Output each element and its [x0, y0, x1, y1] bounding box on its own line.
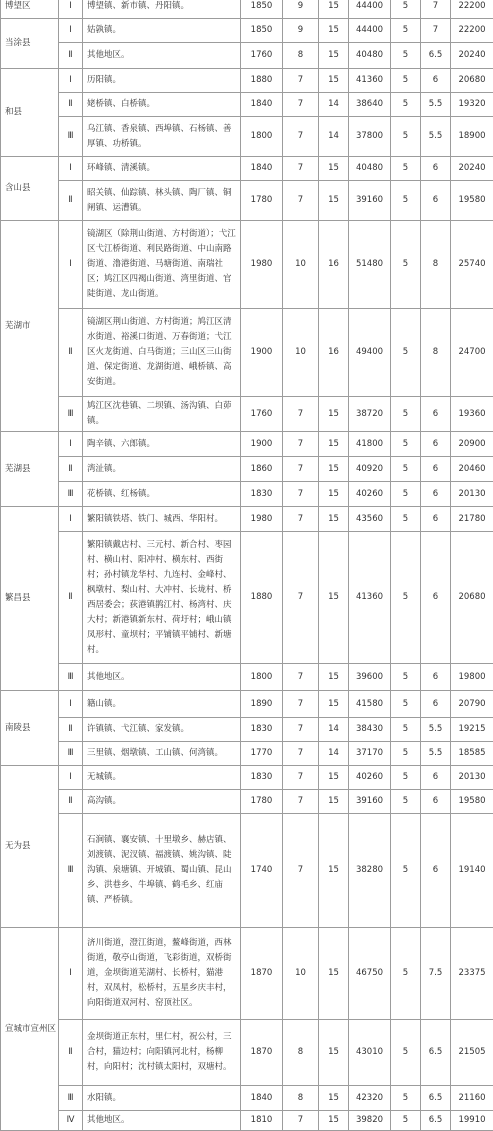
value-cell: 1760	[241, 43, 283, 69]
table-row	[1, 1020, 493, 1086]
value-cell: 19320	[451, 93, 493, 117]
value-cell: 6	[421, 181, 451, 221]
value-cell: 15	[319, 19, 349, 43]
value-cell: 7	[283, 181, 319, 221]
value-cell: 5	[391, 43, 421, 69]
value-cell: 7	[421, 0, 451, 19]
scope-cell: 籍山镇。	[83, 691, 241, 718]
table-row	[1, 181, 493, 221]
value-cell: 7	[283, 457, 319, 482]
value-cell: 6.5	[421, 43, 451, 69]
scope-cell: 三里镇、烟墩镇、工山镇、何湾镇。	[83, 742, 241, 766]
value-cell: 1760	[241, 397, 283, 432]
value-cell: 5	[391, 19, 421, 43]
value-cell: 1890	[241, 691, 283, 718]
value-cell: 7	[283, 742, 319, 766]
value-cell: 1870	[241, 928, 283, 1020]
area-cell: 和县	[1, 69, 59, 157]
value-cell: 15	[319, 482, 349, 507]
grade-cell: Ⅱ	[59, 457, 83, 482]
value-cell: 1830	[241, 718, 283, 742]
value-cell: 15	[319, 157, 349, 181]
grade-cell: Ⅱ	[59, 532, 83, 664]
area-cell: 芜湖县	[1, 432, 59, 507]
value-cell: 8	[283, 1020, 319, 1086]
grade-cell: Ⅰ	[59, 691, 83, 718]
value-cell: 40260	[349, 482, 391, 507]
value-cell: 15	[319, 1020, 349, 1086]
value-cell: 6	[421, 664, 451, 691]
value-cell: 40260	[349, 766, 391, 790]
table-row	[1, 814, 493, 928]
value-cell: 7	[283, 664, 319, 691]
value-cell: 1980	[241, 221, 283, 309]
value-cell: 1860	[241, 457, 283, 482]
table-row	[1, 117, 493, 157]
value-cell: 6	[421, 814, 451, 928]
value-cell: 5	[391, 93, 421, 117]
value-cell: 38640	[349, 93, 391, 117]
grade-cell: Ⅱ	[59, 790, 83, 814]
grade-cell: Ⅲ	[59, 664, 83, 691]
value-cell: 7	[283, 532, 319, 664]
value-cell: 5	[391, 1111, 421, 1131]
value-cell: 7	[283, 397, 319, 432]
value-cell: 20130	[451, 766, 493, 790]
grade-cell: Ⅰ	[59, 928, 83, 1020]
value-cell: 15	[319, 0, 349, 19]
value-cell: 7	[283, 691, 319, 718]
grade-cell: Ⅰ	[59, 0, 83, 19]
value-cell: 5	[391, 482, 421, 507]
grade-cell: Ⅱ	[59, 93, 83, 117]
scope-cell: 金坝街道正东村，里仁村，祝公村，三合村，猫边村；向阳镇河北村，杨柳村，向阳村；沈村镇太阳村，双塘村。	[83, 1020, 241, 1086]
value-cell: 14	[319, 93, 349, 117]
value-cell: 5	[391, 309, 421, 397]
value-cell: 15	[319, 397, 349, 432]
area-cell: 宣城市宣州区	[1, 928, 59, 1131]
table-row	[1, 19, 493, 43]
table-row	[1, 482, 493, 507]
value-cell: 5	[391, 432, 421, 457]
area-cell: 含山县	[1, 157, 59, 221]
table-row	[1, 157, 493, 181]
value-cell: 20900	[451, 432, 493, 457]
value-cell: 10	[283, 928, 319, 1020]
grade-cell: Ⅰ	[59, 221, 83, 309]
value-cell: 7	[283, 790, 319, 814]
scope-cell: 历阳镇。	[83, 69, 241, 93]
value-cell: 20130	[451, 482, 493, 507]
value-cell: 1900	[241, 309, 283, 397]
value-cell: 10	[283, 221, 319, 309]
value-cell: 5	[391, 742, 421, 766]
value-cell: 10	[283, 309, 319, 397]
value-cell: 7	[421, 19, 451, 43]
value-cell: 7	[283, 117, 319, 157]
scope-cell: 湾沚镇。	[83, 457, 241, 482]
value-cell: 44400	[349, 0, 391, 19]
value-cell: 43010	[349, 1020, 391, 1086]
grade-cell: Ⅲ	[59, 1086, 83, 1111]
value-cell: 43560	[349, 507, 391, 532]
value-cell: 1850	[241, 19, 283, 43]
grade-cell: Ⅰ	[59, 766, 83, 790]
area-cell: 当涂县	[1, 19, 59, 69]
value-cell: 15	[319, 1111, 349, 1131]
value-cell: 41580	[349, 691, 391, 718]
value-cell: 5	[391, 790, 421, 814]
value-cell: 5	[391, 457, 421, 482]
scope-cell: 水阳镇。	[83, 1086, 241, 1111]
value-cell: 20680	[451, 69, 493, 93]
value-cell: 8	[421, 221, 451, 309]
grade-cell: Ⅱ	[59, 43, 83, 69]
value-cell: 15	[319, 532, 349, 664]
grade-cell: Ⅲ	[59, 117, 83, 157]
value-cell: 44400	[349, 19, 391, 43]
scope-cell: 乌江镇、香泉镇、西埠镇、石杨镇、善厚镇、功桥镇。	[83, 117, 241, 157]
scope-cell: 其他地区。	[83, 664, 241, 691]
value-cell: 5	[391, 814, 421, 928]
scope-cell: 无城镇。	[83, 766, 241, 790]
value-cell: 5	[391, 221, 421, 309]
value-cell: 21160	[451, 1086, 493, 1111]
value-cell: 7	[283, 157, 319, 181]
table-row	[1, 93, 493, 117]
value-cell: 19360	[451, 397, 493, 432]
value-cell: 7.5	[421, 928, 451, 1020]
scope-cell: 繁阳镇戴店村、三元村、新合村、枣园村、横山村、阳冲村、横东村、西街村；孙村镇龙华村、九连村、金峰村、枫墩村、梨山村、大冲村、长垅村、桥西居委会；荻港镇鹊江村、杨湾村、庆大村；新港镇新东村、荷圩村；峨山镇凤形村、童坝村；平铺镇平铺村、新塘村。	[83, 532, 241, 664]
value-cell: 39160	[349, 790, 391, 814]
scope-cell: 花桥镇、红杨镇。	[83, 482, 241, 507]
value-cell: 41360	[349, 532, 391, 664]
value-cell: 8	[283, 43, 319, 69]
value-cell: 19580	[451, 181, 493, 221]
value-cell: 1840	[241, 1086, 283, 1111]
table-row	[1, 43, 493, 69]
value-cell: 5	[391, 766, 421, 790]
value-cell: 5	[391, 1086, 421, 1111]
value-cell: 6	[421, 766, 451, 790]
value-cell: 7	[283, 1111, 319, 1131]
value-cell: 19580	[451, 790, 493, 814]
value-cell: 1740	[241, 814, 283, 928]
value-cell: 22200	[451, 0, 493, 19]
value-cell: 5	[391, 928, 421, 1020]
area-cell: 芜湖市	[1, 221, 59, 432]
value-cell: 7	[283, 766, 319, 790]
value-cell: 6	[421, 157, 451, 181]
value-cell: 5	[391, 181, 421, 221]
scope-cell: 许镇镇、弋江镇、家发镇。	[83, 718, 241, 742]
value-cell: 21780	[451, 507, 493, 532]
value-cell: 1840	[241, 157, 283, 181]
value-cell: 15	[319, 790, 349, 814]
value-cell: 15	[319, 1086, 349, 1111]
value-cell: 7	[283, 507, 319, 532]
value-cell: 1830	[241, 482, 283, 507]
value-cell: 1780	[241, 181, 283, 221]
table-row	[1, 1086, 493, 1111]
scope-cell: 其他地区。	[83, 1111, 241, 1131]
value-cell: 6	[421, 397, 451, 432]
table-row	[1, 928, 493, 1020]
value-cell: 40920	[349, 457, 391, 482]
scope-cell: 济川街道，澄江街道，鳌峰街道，西林街道，敬亭山街道，飞彩街道，双桥街道，金坝街道芜湖村、长桥村，猫港村，双凤村，松桥村，五星乡庆丰村，向阳街道双河村、窑顶社区。	[83, 928, 241, 1020]
value-cell: 7	[283, 814, 319, 928]
table-row	[1, 532, 493, 664]
grade-cell: Ⅰ	[59, 432, 83, 457]
value-cell: 7	[283, 718, 319, 742]
area-cell: 南陵县	[1, 691, 59, 766]
value-cell: 5	[391, 664, 421, 691]
value-cell: 23375	[451, 928, 493, 1020]
table-row	[1, 69, 493, 93]
value-cell: 8	[283, 1086, 319, 1111]
grade-cell: Ⅱ	[59, 309, 83, 397]
table-body	[1, 0, 493, 1131]
scope-cell: 昭关镇、仙踪镇、林头镇、陶厂镇、铜闸镇、运漕镇。	[83, 181, 241, 221]
value-cell: 15	[319, 507, 349, 532]
value-cell: 5.5	[421, 93, 451, 117]
value-cell: 41360	[349, 69, 391, 93]
table-row	[1, 718, 493, 742]
value-cell: 15	[319, 691, 349, 718]
value-cell: 1850	[241, 0, 283, 19]
value-cell: 18900	[451, 117, 493, 157]
value-cell: 46750	[349, 928, 391, 1020]
grade-cell: Ⅰ	[59, 157, 83, 181]
grade-cell: Ⅱ	[59, 1020, 83, 1086]
value-cell: 37800	[349, 117, 391, 157]
value-cell: 15	[319, 43, 349, 69]
table-row	[1, 309, 493, 397]
area-cell: 博望区	[1, 0, 59, 19]
value-cell: 14	[319, 718, 349, 742]
value-cell: 14	[319, 742, 349, 766]
value-cell: 5.5	[421, 718, 451, 742]
value-cell: 15	[319, 928, 349, 1020]
value-cell: 22200	[451, 19, 493, 43]
value-cell: 38430	[349, 718, 391, 742]
scope-cell: 其他地区。	[83, 43, 241, 69]
value-cell: 6	[421, 532, 451, 664]
value-cell: 19140	[451, 814, 493, 928]
value-cell: 9	[283, 19, 319, 43]
grade-cell: Ⅲ	[59, 482, 83, 507]
value-cell: 5	[391, 0, 421, 19]
table-row	[1, 507, 493, 532]
table-row	[1, 691, 493, 718]
table-row	[1, 664, 493, 691]
value-cell: 5	[391, 718, 421, 742]
grade-cell: Ⅲ	[59, 397, 83, 432]
value-cell: 9	[283, 0, 319, 19]
value-cell: 6	[421, 507, 451, 532]
value-cell: 1800	[241, 117, 283, 157]
table-row	[1, 457, 493, 482]
value-cell: 7	[283, 482, 319, 507]
value-cell: 7	[283, 93, 319, 117]
value-cell: 8	[421, 309, 451, 397]
value-cell: 1870	[241, 1020, 283, 1086]
table-row	[1, 221, 493, 309]
grade-cell: Ⅰ	[59, 19, 83, 43]
value-cell: 1880	[241, 69, 283, 93]
value-cell: 6.5	[421, 1020, 451, 1086]
scope-cell: 镜湖区荆山街道、方村街道；鸠江区清水街道、裕溪口街道、万春街道；弋江区火龙街道、白马街道；三山区三山街道、保定街道、龙湖街道、峨桥镇、高安街道。	[83, 309, 241, 397]
value-cell: 15	[319, 814, 349, 928]
value-cell: 1780	[241, 790, 283, 814]
value-cell: 6	[421, 790, 451, 814]
value-cell: 1810	[241, 1111, 283, 1131]
value-cell: 6	[421, 457, 451, 482]
value-cell: 15	[319, 181, 349, 221]
value-cell: 38720	[349, 397, 391, 432]
value-cell: 42320	[349, 1086, 391, 1111]
value-cell: 1840	[241, 93, 283, 117]
value-cell: 6	[421, 691, 451, 718]
grade-cell: Ⅳ	[59, 1111, 83, 1131]
value-cell: 14	[319, 117, 349, 157]
value-cell: 39600	[349, 664, 391, 691]
grade-cell: Ⅲ	[59, 742, 83, 766]
table-row	[1, 0, 493, 19]
value-cell: 6.5	[421, 1086, 451, 1111]
value-cell: 1880	[241, 532, 283, 664]
value-cell: 1770	[241, 742, 283, 766]
value-cell: 5	[391, 157, 421, 181]
value-cell: 5.5	[421, 117, 451, 157]
value-cell: 15	[319, 432, 349, 457]
value-cell: 37170	[349, 742, 391, 766]
grade-cell: Ⅰ	[59, 69, 83, 93]
value-cell: 5.5	[421, 742, 451, 766]
area-cell: 无为县	[1, 766, 59, 928]
value-cell: 19800	[451, 664, 493, 691]
value-cell: 7	[283, 432, 319, 457]
scope-cell: 姥桥镇、白桥镇。	[83, 93, 241, 117]
value-cell: 20240	[451, 157, 493, 181]
value-cell: 5	[391, 69, 421, 93]
scope-cell: 鸠江区沈巷镇、二坝镇、汤沟镇、白茆镇。	[83, 397, 241, 432]
scope-cell: 高沟镇。	[83, 790, 241, 814]
value-cell: 20680	[451, 532, 493, 664]
value-cell: 7	[283, 69, 319, 93]
value-cell: 38280	[349, 814, 391, 928]
value-cell: 20240	[451, 43, 493, 69]
scope-cell: 繁阳镇铁塔、铁门、城西、华阳村。	[83, 507, 241, 532]
value-cell: 16	[319, 309, 349, 397]
value-cell: 6.5	[421, 1111, 451, 1131]
value-cell: 6	[421, 69, 451, 93]
value-cell: 5	[391, 691, 421, 718]
value-cell: 1900	[241, 432, 283, 457]
scope-cell: 镜湖区（除荆山街道、方村街道）；弋江区弋江桥街道、利民路街道、中山南路街道、澛港街道、马塘街道、南瑞社区；鸠江区四褐山街道、湾里街道、官陡街道、龙山街道。	[83, 221, 241, 309]
value-cell: 5	[391, 532, 421, 664]
value-cell: 40480	[349, 43, 391, 69]
value-cell: 1830	[241, 766, 283, 790]
value-cell: 6	[421, 432, 451, 457]
value-cell: 15	[319, 664, 349, 691]
value-cell: 15	[319, 766, 349, 790]
table-row	[1, 766, 493, 790]
value-cell: 41800	[349, 432, 391, 457]
value-cell: 20790	[451, 691, 493, 718]
scope-cell: 陶辛镇、六郎镇。	[83, 432, 241, 457]
value-cell: 15	[319, 457, 349, 482]
value-cell: 39160	[349, 181, 391, 221]
table-row	[1, 742, 493, 766]
value-cell: 5	[391, 397, 421, 432]
value-cell: 19910	[451, 1111, 493, 1131]
scope-cell: 博望镇、新市镇、丹阳镇。	[83, 0, 241, 19]
value-cell: 25740	[451, 221, 493, 309]
grade-cell: Ⅰ	[59, 507, 83, 532]
value-cell: 16	[319, 221, 349, 309]
value-cell: 20460	[451, 457, 493, 482]
value-cell: 18585	[451, 742, 493, 766]
grade-cell: Ⅲ	[59, 814, 83, 928]
scope-cell: 姑孰镇。	[83, 19, 241, 43]
value-cell: 19215	[451, 718, 493, 742]
area-cell: 繁昌县	[1, 507, 59, 691]
value-cell: 1980	[241, 507, 283, 532]
value-cell: 1800	[241, 664, 283, 691]
value-cell: 5	[391, 117, 421, 157]
table-row	[1, 790, 493, 814]
grade-cell: Ⅱ	[59, 718, 83, 742]
table-row	[1, 1111, 493, 1131]
value-cell: 5	[391, 507, 421, 532]
value-cell: 6	[421, 482, 451, 507]
scope-cell: 环峰镇、清溪镇。	[83, 157, 241, 181]
value-cell: 15	[319, 69, 349, 93]
table-row	[1, 432, 493, 457]
value-cell: 39820	[349, 1111, 391, 1131]
table-row	[1, 397, 493, 432]
value-cell: 21505	[451, 1020, 493, 1086]
grade-cell: Ⅱ	[59, 181, 83, 221]
value-cell: 49400	[349, 309, 391, 397]
value-cell: 40480	[349, 157, 391, 181]
scope-cell: 石涧镇、襄安镇、十里墩乡、赫店镇、刘渡镇、泥汊镇、福渡镇、姚沟镇、陡沟镇、泉塘镇、开城镇、蜀山镇、昆山乡、洪巷乡、牛埠镇、鹤毛乡、红庙镇、严桥镇。	[83, 814, 241, 928]
value-cell: 5	[391, 1020, 421, 1086]
value-cell: 51480	[349, 221, 391, 309]
value-cell: 24700	[451, 309, 493, 397]
